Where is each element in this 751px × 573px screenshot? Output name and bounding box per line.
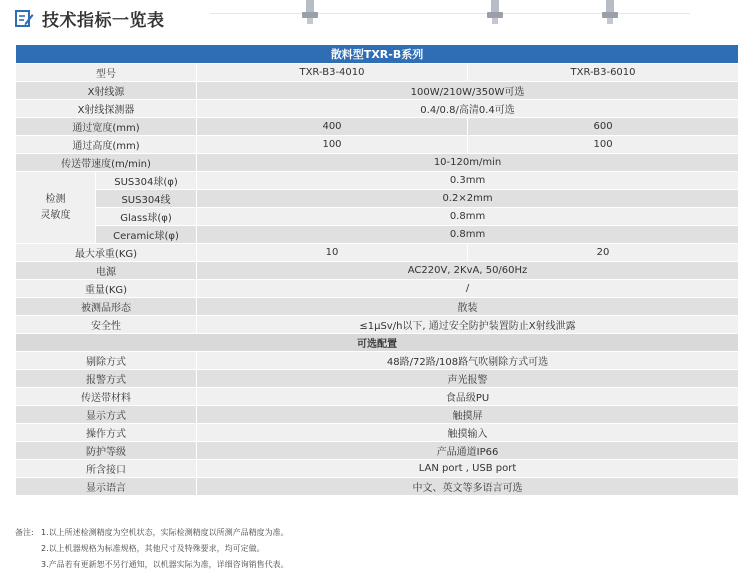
table-row xyxy=(16,316,739,334)
table-row xyxy=(16,406,739,424)
table-row xyxy=(16,280,739,298)
cell-value: 100 xyxy=(197,136,468,154)
table-row xyxy=(16,82,739,100)
cell-value: 散装 xyxy=(197,298,739,316)
cell-value: 400 xyxy=(197,118,468,136)
cell-value: 100W/210W/350W可选 xyxy=(197,82,739,100)
cell-value: LAN port , USB port xyxy=(197,460,739,478)
table-row xyxy=(16,118,739,136)
row-label: SUS304球(φ) xyxy=(96,172,197,190)
cell-value: 100 xyxy=(468,136,739,154)
document-edit-icon xyxy=(14,8,34,28)
note-text: 3.产品若有更新恕不另行通知，以机器实际为准，详细咨询销售代表。 xyxy=(41,560,289,569)
cell-value: 0.8mm xyxy=(197,208,739,226)
cell-value: / xyxy=(197,280,739,298)
row-label: 传送带速度(m/min) xyxy=(16,154,197,172)
row-label: Ceramic球(φ) xyxy=(96,226,197,244)
row-label: X射线源 xyxy=(16,82,197,100)
row-label: 型号 xyxy=(16,64,197,82)
cell-value: 48路/72路/108路气吹剔除方式可选 xyxy=(197,352,739,370)
cell-value: 0.2×2mm xyxy=(197,190,739,208)
table-row xyxy=(16,226,739,244)
row-label: X射线探测器 xyxy=(16,100,197,118)
cell-value: TXR-B3-4010 xyxy=(197,64,468,82)
table-row xyxy=(16,370,739,388)
bolt-decoration-icon xyxy=(595,0,625,26)
table-row xyxy=(16,442,739,460)
table-row xyxy=(16,190,739,208)
row-label: 最大承重(KG) xyxy=(16,244,197,262)
table-row xyxy=(16,388,739,406)
group-label-line: 灵敏度 xyxy=(40,209,71,221)
table-row xyxy=(16,208,739,226)
cell-value: AC220V, 2KvA, 50/60Hz xyxy=(197,262,739,280)
table-row xyxy=(16,244,739,262)
section-title: 可选配置 xyxy=(16,334,739,352)
group-label-line: 检测 xyxy=(45,193,66,205)
spec-table xyxy=(15,44,739,496)
table-row xyxy=(16,424,739,442)
bolt-decoration-icon xyxy=(480,0,510,26)
table-title-row xyxy=(16,45,739,64)
cell-value: 食品级PU xyxy=(197,388,739,406)
table-row xyxy=(16,172,739,190)
note-line xyxy=(15,541,289,557)
row-label: 操作方式 xyxy=(16,424,197,442)
page-title: 技术指标一览表 xyxy=(42,10,165,31)
table-row xyxy=(16,352,739,370)
bolt-decoration-icon xyxy=(295,0,325,26)
table-row xyxy=(16,100,739,118)
table-row xyxy=(16,298,739,316)
row-label: 通过宽度(mm) xyxy=(16,118,197,136)
page-header xyxy=(14,4,165,32)
table-row xyxy=(16,460,739,478)
cell-value: 声光报警 xyxy=(197,370,739,388)
table-row xyxy=(16,64,739,82)
sensitivity-group-label xyxy=(16,172,96,244)
cell-value: 产品通道IP66 xyxy=(197,442,739,460)
cell-value: 0.3mm xyxy=(197,172,739,190)
cell-value: TXR-B3-6010 xyxy=(468,64,739,82)
row-label: 通过高度(mm) xyxy=(16,136,197,154)
row-label: 防护等级 xyxy=(16,442,197,460)
table-row xyxy=(16,136,739,154)
row-label: 显示语言 xyxy=(16,478,197,496)
notes-label: 备注: xyxy=(15,528,34,537)
row-label: Glass球(φ) xyxy=(96,208,197,226)
cell-value: 0.8mm xyxy=(197,226,739,244)
cell-value: 触摸输入 xyxy=(197,424,739,442)
optional-section-row xyxy=(16,334,739,352)
notes xyxy=(15,525,289,573)
row-label: 安全性 xyxy=(16,316,197,334)
row-label: 重量(KG) xyxy=(16,280,197,298)
table-row xyxy=(16,154,739,172)
note-text: 1.以上所述检测精度为空机状态，实际检测精度以所测产品精度为准。 xyxy=(41,528,289,537)
cell-value: ≤1μSv/h以下, 通过安全防护装置防止X射线泄露 xyxy=(197,316,739,334)
note-line xyxy=(15,525,289,541)
row-label: 报警方式 xyxy=(16,370,197,388)
note-line xyxy=(15,557,289,573)
cell-value: 中文、英文等多语言可选 xyxy=(197,478,739,496)
row-label: 传送带材料 xyxy=(16,388,197,406)
row-label: 电源 xyxy=(16,262,197,280)
cell-value: 600 xyxy=(468,118,739,136)
row-label: 显示方式 xyxy=(16,406,197,424)
cell-value: 20 xyxy=(468,244,739,262)
cell-value: 0.4/0.8/高清0.4可选 xyxy=(197,100,739,118)
row-label: SUS304线 xyxy=(96,190,197,208)
row-label: 所含接口 xyxy=(16,460,197,478)
table-row xyxy=(16,262,739,280)
table-title: 散料型TXR-B系列 xyxy=(16,45,739,64)
cell-value: 触摸屏 xyxy=(197,406,739,424)
cell-value: 10 xyxy=(197,244,468,262)
note-text: 2.以上机器规格为标准规格，其他尺寸及特殊要求，均可定做。 xyxy=(41,544,265,553)
cell-value: 10-120m/min xyxy=(197,154,739,172)
row-label: 剔除方式 xyxy=(16,352,197,370)
row-label: 被测品形态 xyxy=(16,298,197,316)
table-row xyxy=(16,478,739,496)
